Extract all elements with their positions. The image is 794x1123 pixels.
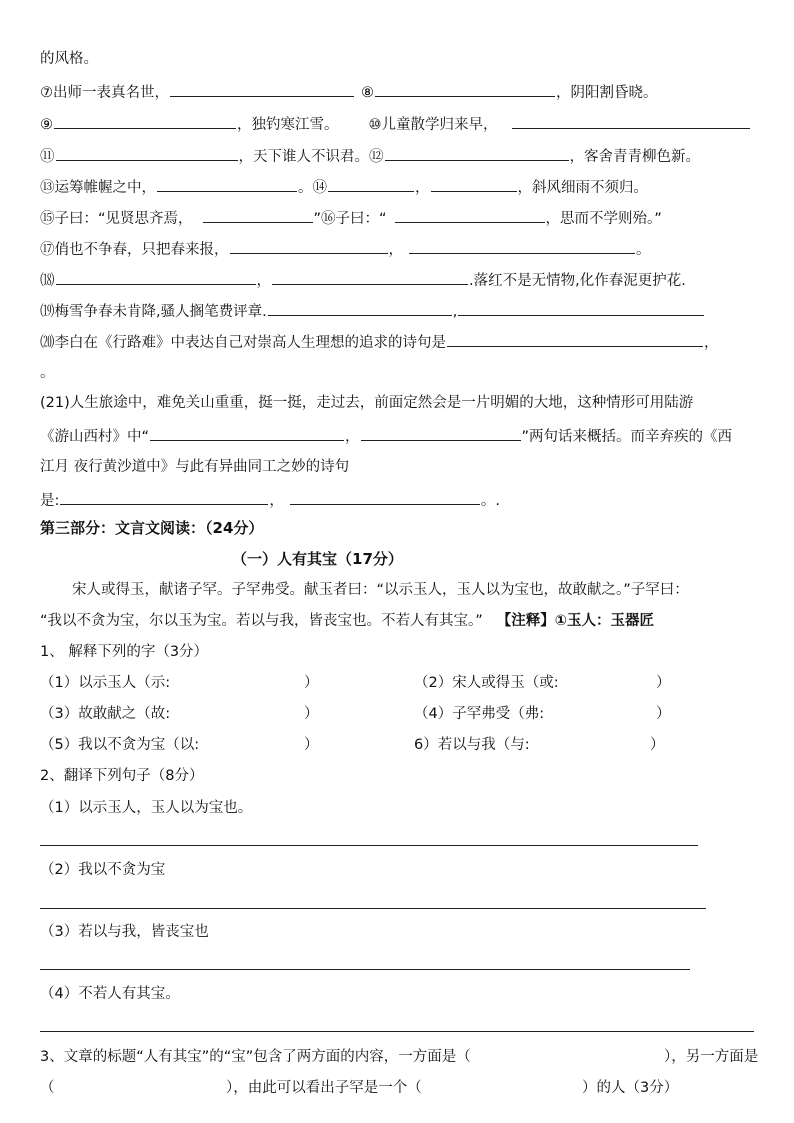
q2-item: （2）我以不贪为宝 [40, 862, 166, 878]
answer-blank[interactable] [170, 81, 354, 97]
answer-blank[interactable] [409, 238, 635, 254]
answer-blank[interactable] [458, 300, 704, 316]
answer-blank[interactable] [157, 176, 297, 192]
answer-blank[interactable] [203, 207, 313, 223]
answer-line[interactable] [40, 1031, 754, 1032]
answer-blank[interactable] [150, 425, 344, 441]
question-line-18: ⒅ ， .落红不是无情物,化作春泥更护花. [40, 269, 686, 291]
q1-item: （3）故敢献之（故: ） [40, 706, 319, 722]
question-2-title: 2、翻译下列句子（8分） [40, 768, 204, 784]
answer-line[interactable] [40, 969, 690, 970]
answer-line[interactable] [40, 845, 698, 846]
q1-item: （4）子罕弗受（弗: ） [414, 706, 671, 722]
question-1-title: 1、 解释下列的字（3分） [40, 644, 209, 660]
text-line: 的风格。 [40, 51, 98, 67]
question-line-21b: 《游山西村》中“ ， ”两句话来概括。而辛弃疾的《西 [40, 425, 732, 447]
passage-title: （一）人有其宝（17分） [232, 550, 403, 568]
answer-blank[interactable] [431, 176, 517, 192]
answer-blank[interactable] [230, 238, 388, 254]
text-line: 。 [40, 365, 55, 381]
question-line-15-16: ⑮子曰：“见贤思齐焉， ”⑯子曰：“ ，思而不学则殆。” [40, 207, 662, 229]
q1-item: （2）宋人或得玉（或: ） [414, 675, 671, 691]
question-line-19: ⒆梅雪争春未肯降,骚人搁笔费评章. , [40, 300, 705, 322]
passage-text: “我以不贪为宝，尔以玉为宝。若以与我，皆丧宝也。不若人有其宝。” 【注释】①玉人：玉器匠 [40, 613, 655, 629]
q1-item: 6）若以与我（与: ） [414, 737, 665, 753]
question-line-21c: 江月 夜行黄沙道中》与此有异曲同工之妙的诗句 [40, 459, 350, 475]
passage-text: 宋人或得玉，献诸子罕。子罕弗受。献玉者曰：“以示玉人，玉人以为宝也，故敢献之。”子罕曰： [72, 582, 689, 598]
answer-blank[interactable] [512, 113, 750, 129]
answer-blank[interactable] [60, 489, 268, 505]
q2-item: （4）不若人有其宝。 [40, 986, 180, 1002]
section-heading: 第三部分：文言文阅读：（24分） [40, 519, 264, 537]
question-line-21d: 是: ， 。. [40, 489, 500, 511]
question-line-21: (21)人生旅途中，难免关山重重，挺一挺，走过去，前面定然会是一片明媚的大地，这种情形可用陆游 [40, 395, 694, 411]
q2-item: （3）若以与我，皆丧宝也 [40, 924, 209, 940]
question-line-11-12: ⑪ ，天下谁人不识君。⑫ ，客舍青青柳色新。 [40, 145, 700, 167]
q2-item: （1）以示玉人，玉人以为宝也。 [40, 800, 253, 816]
answer-blank[interactable] [54, 113, 236, 129]
answer-blank[interactable] [395, 207, 545, 223]
q1-item: （1）以示玉人（示: ） [40, 675, 319, 691]
q1-item: （5）我以不贪为宝（以: ） [40, 737, 319, 753]
question-line-20: ⒇李白在《行路难》中表达自己对崇高人生理想的追求的诗句是 ， [40, 331, 719, 353]
answer-blank[interactable] [328, 176, 414, 192]
question-line-9-10: ⑨ ，独钓寒江雪。 ⑩儿童散学归来早， [40, 113, 751, 135]
answer-blank[interactable] [268, 300, 452, 316]
question-line-13-14: ⑬运筹帷幄之中， 。⑭ ， ，斜风细雨不须归。 [40, 176, 648, 198]
answer-blank[interactable] [375, 81, 555, 97]
question-line-7-8: ⑦出师一表真名世， ⑧ ，阴阳割昏晓。 [40, 81, 658, 103]
answer-line[interactable] [40, 908, 706, 909]
answer-blank[interactable] [56, 269, 256, 285]
question-3-line1: 3、文章的标题“人有其宝”的“宝”包含了两方面的内容，一方面是（ ），另一方面是 [40, 1049, 759, 1065]
answer-blank[interactable] [290, 489, 480, 505]
answer-blank[interactable] [447, 331, 703, 347]
answer-blank[interactable] [385, 145, 569, 161]
question-3-line2: （ ），由此可以看出子罕是一个（ ）的人（3分） [40, 1080, 679, 1096]
answer-blank[interactable] [272, 269, 468, 285]
question-line-17: ⑰俏也不争春，只把春来报， ， 。 [40, 238, 651, 260]
annotation-note: 【注释】①玉人：玉器匠 [496, 613, 655, 629]
answer-blank[interactable] [361, 425, 521, 441]
answer-blank[interactable] [56, 145, 238, 161]
